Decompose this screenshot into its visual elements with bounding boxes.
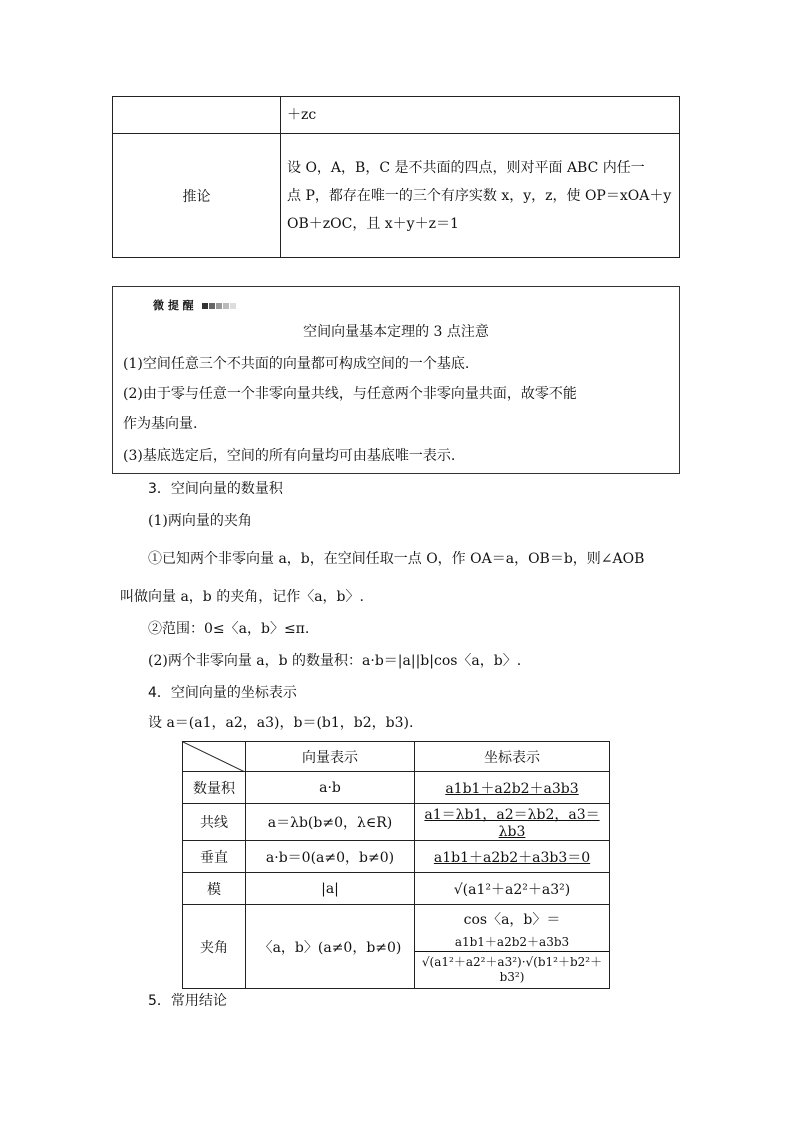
tip-header bbox=[153, 297, 236, 313]
vector-expr: a·b＝0(a≠0，b≠0) bbox=[246, 841, 415, 873]
fraction-denominator: √(a1²＋a2²＋a3²)·√(b1²＋b2²＋b3²) bbox=[421, 955, 603, 984]
fraction-numerator: a1b1＋a2b2＋a3b3 bbox=[415, 933, 609, 952]
row-label: 模 bbox=[183, 873, 246, 905]
table-row bbox=[183, 804, 610, 841]
tip-square-icon bbox=[223, 303, 229, 309]
row-label: 垂直 bbox=[183, 841, 246, 873]
tip-box bbox=[112, 286, 680, 474]
paragraph: ②范围：0≤〈a，b〉≤π. bbox=[148, 621, 310, 637]
diagonal-line-icon bbox=[183, 742, 245, 772]
tip-item: (1)空间任意三个不共面的向量都可构成空间的一个基底. bbox=[123, 356, 470, 372]
table-header: 坐标表示 bbox=[415, 742, 610, 772]
tip-item: 作为基向量. bbox=[123, 416, 198, 432]
tip-header-text: 微 提 醒 bbox=[153, 299, 194, 312]
section-heading: 5．常用结论 bbox=[148, 993, 227, 1009]
theorem-table bbox=[112, 96, 680, 258]
table-header-corner bbox=[183, 742, 246, 772]
corollary-line: OB＋zOC，且 x＋y＋z＝1 bbox=[287, 215, 459, 232]
cos-expr: cos〈a，b〉＝ bbox=[463, 912, 561, 928]
row-label: 共线 bbox=[183, 804, 246, 841]
corollary-content bbox=[281, 134, 680, 258]
table-cell-content: ＋zc bbox=[281, 97, 680, 134]
table-header: 向量表示 bbox=[246, 742, 415, 772]
vector-expr: a＝λb(b≠0，λ∈R) bbox=[246, 804, 415, 841]
corollary-line: 设 O，A，B，C 是不共面的四点，则对平面 ABC 内任一 bbox=[287, 159, 645, 176]
coord-expr: √(a1²＋a2²＋a3²) bbox=[415, 873, 610, 905]
tip-square-icon bbox=[216, 303, 222, 309]
row-label: 夹角 bbox=[183, 905, 246, 989]
tip-title: 空间向量基本定理的 3 点注意 bbox=[303, 324, 489, 340]
tip-item: (2)由于零与任意一个非零向量共线，与任意两个非零向量共面，故零不能 bbox=[123, 386, 577, 402]
tip-square-icon bbox=[230, 303, 236, 309]
table-row bbox=[183, 841, 610, 873]
row-label: 数量积 bbox=[183, 772, 246, 804]
coord-expr: a1＝λb1，a2＝λb2，a3＝λb3 bbox=[415, 804, 610, 841]
corollary-line: 点 P，都存在唯一的三个有序实数 x，y，z，使 OP＝xOA＋y bbox=[287, 187, 672, 204]
vector-expr: |a| bbox=[246, 873, 415, 905]
table-row bbox=[183, 905, 610, 989]
table-row-label bbox=[113, 97, 281, 134]
coord-expr: a1b1＋a2b2＋a3b3 bbox=[415, 772, 610, 804]
vector-expr: 〈a，b〉(a≠0，b≠0) bbox=[246, 905, 415, 989]
tip-square-icon bbox=[209, 303, 215, 309]
coord-expr: a1b1＋a2b2＋a3b3＝0 bbox=[415, 841, 610, 873]
table-row bbox=[183, 772, 610, 804]
vector-expr: a·b bbox=[246, 772, 415, 804]
tip-square-icon bbox=[202, 303, 208, 309]
table-row bbox=[183, 873, 610, 905]
angle-formula bbox=[415, 905, 610, 989]
paragraph: (2)两个非零向量 a，b 的数量积：a·b＝|a||b|cos〈a，b〉. bbox=[148, 653, 522, 669]
paragraph: 叫做向量 a，b 的夹角，记作〈a，b〉. bbox=[120, 589, 364, 605]
paragraph: 设 a＝(a1，a2，a3)，b＝(b1，b2，b3). bbox=[148, 715, 414, 731]
tip-item: (3)基底选定后，空间的所有向量均可由基底唯一表示. bbox=[123, 448, 456, 464]
section-heading: 4．空间向量的坐标表示 bbox=[148, 685, 297, 701]
subheading: (1)两向量的夹角 bbox=[148, 513, 252, 529]
corollary-label: 推论 bbox=[113, 134, 281, 258]
section-heading: 3．空间向量的数量积 bbox=[148, 481, 283, 497]
fraction bbox=[415, 933, 609, 984]
coordinate-table bbox=[182, 741, 610, 989]
paragraph: ①已知两个非零向量 a，b，在空间任取一点 O，作 OA＝a，OB＝b，则∠AOB bbox=[148, 551, 645, 567]
